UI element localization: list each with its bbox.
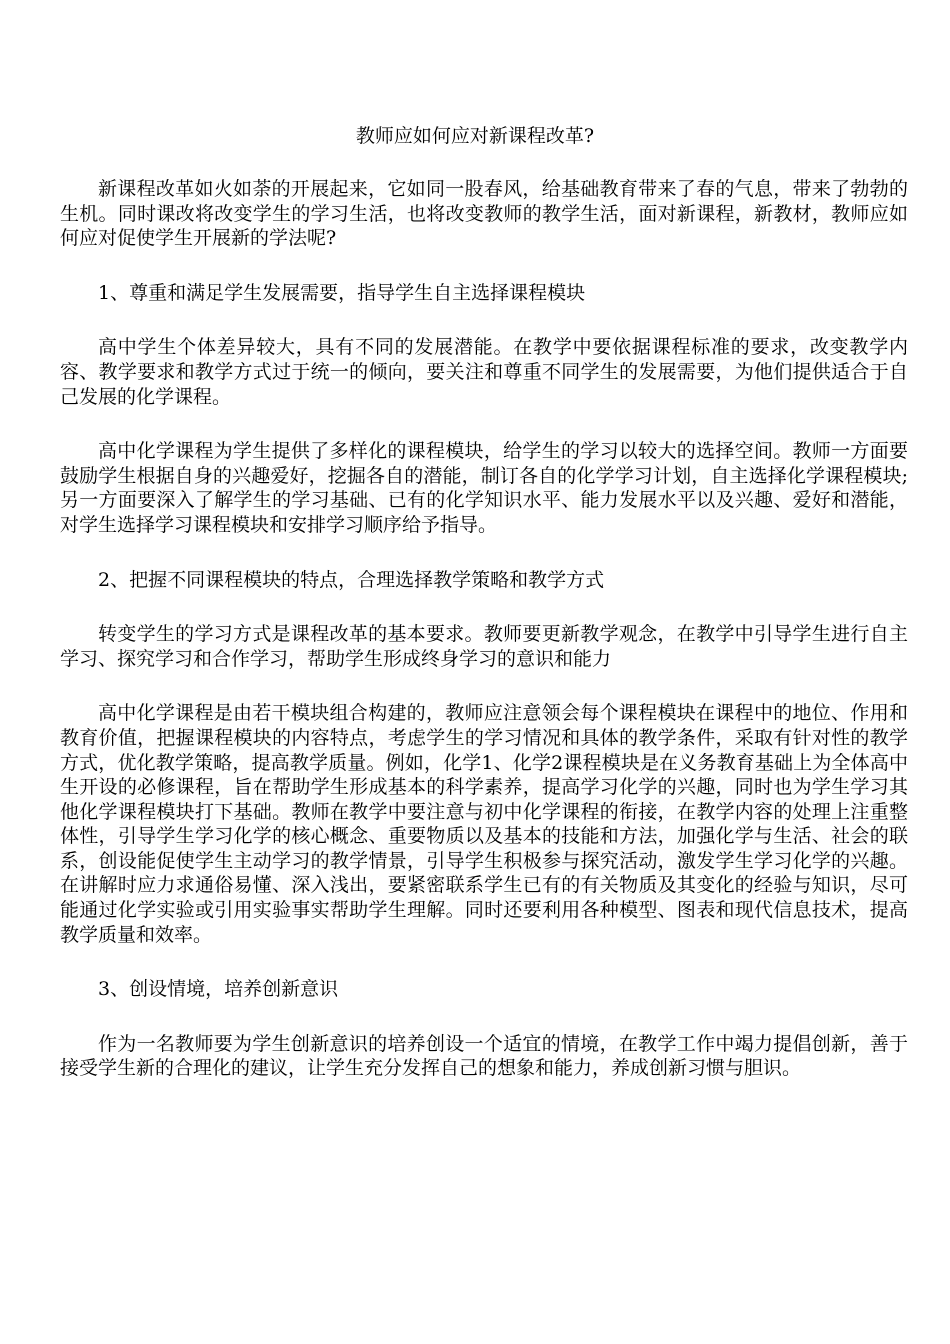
intro-paragraph: 新课程改革如火如荼的开展起来，它如同一股春风，给基础教育带来了春的气息，带来了勃勃的生机。同时课改将改变学生的学习生活，也将改变教师的教学生活，面对新课程，新教材，教师应如何应对促使学生开展新的学法呢? — [60, 178, 908, 250]
body-paragraph: 高中学生个体差异较大，具有不同的发展潜能。在教学中要依据课程标准的要求，改变教学内容、教学要求和教学方式过于统一的倾向，要关注和尊重不同学生的发展需要，为他们提供适合于自己发展的化学课程。 — [60, 336, 908, 408]
document-body — [60, 177, 908, 1111]
body-paragraph: 高中化学课程是由若干模块组合构建的，教师应注意领会每个课程模块在课程中的地位、作用和教育价值，把握课程模块的内容特点，考虑学生的学习情况和具体的教学条件，采取有针对性的教学方式，优化教学策略，提高教学质量。例如，化学1、化学2课程模块是在义务教育基础上为全体高中生开设的必修课程，旨在帮助学生形成基本的科学素养，提高学习化学的兴趣，同时也为学生学习其他化学课程模块打下基础。教师在教学中要注意与初中化学课程的衔接，在教学内容的处理上注重整体性，引导学生学习化学的核心概念、重要物质以及基本的技能和方法，加强化学与生活、社会的联系，创设能促使学生主动学习的教学情景，引导学生积极参与探究活动，激发学生学习化学的兴趣。在讲解时应力求通俗易懂、深入浅出，要紧密联系学生已有的有关物质及其变化的经验与知识，尽可能通过化学实验或引用实验事实帮助学生理解。同时还要利用各种模型、图表和现代信息技术，提高教学质量和效率。 — [60, 702, 908, 946]
section-heading-1: 1、尊重和满足学生发展需要，指导学生自主选择课程模块 — [98, 281, 586, 304]
document-title: 教师应如何应对新课程改革? — [355, 125, 595, 147]
body-paragraph: 高中化学课程为学生提供了多样化的课程模块，给学生的学习以较大的选择空间。教师一方面要鼓励学生根据自身的兴趣爱好，挖掘各自的潜能，制订各自的化学学习计划，自主选择化学课程模块;另一方面要深入了解学生的学习基础、已有的化学知识水平、能力发展水平以及兴趣、爱好和潜能，对学生选择学习课程模块和安排学习顺序给予指导。 — [60, 440, 908, 536]
body-paragraph: 作为一名教师要为学生创新意识的培养创设一个适宜的情境，在教学工作中竭力提倡创新，善于接受学生新的合理化的建议，让学生充分发挥自己的想象和能力，养成创新习惯与胆识。 — [60, 1032, 908, 1080]
section-heading-2: 2、把握不同课程模块的特点，合理选择教学策略和教学方式 — [98, 568, 605, 591]
section-heading-3: 3、创设情境，培养创新意识 — [98, 978, 339, 1001]
body-paragraph: 转变学生的学习方式是课程改革的基本要求。教师要更新教学观念，在教学中引导学生进行自主学习、探究学习和合作学习，帮助学生形成终身学习的意识和能力 — [60, 623, 908, 670]
